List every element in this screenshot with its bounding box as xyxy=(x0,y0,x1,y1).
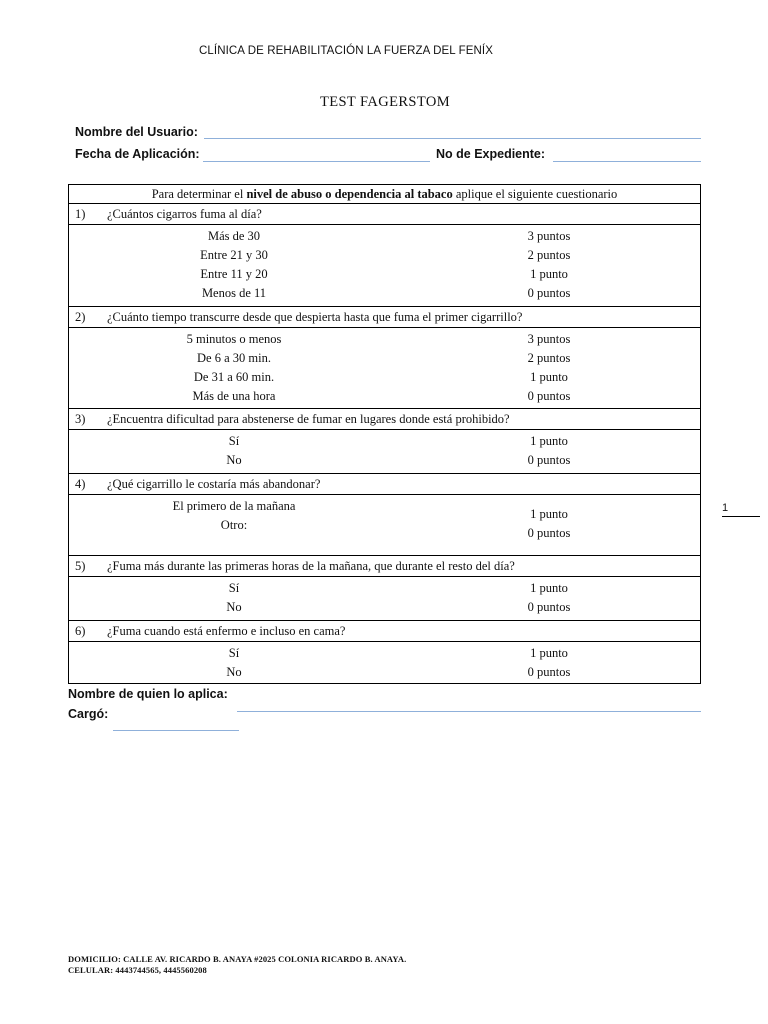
answer-points: 3 puntos xyxy=(527,332,571,346)
answer-option: Más de una hora xyxy=(192,389,276,403)
question-row xyxy=(69,307,701,328)
answer-points: 0 puntos xyxy=(527,286,571,300)
answer-option: Sí xyxy=(228,646,240,660)
question-text: ¿Encuentra dificultad para abstenerse de fumar en lugares donde está prohibido? xyxy=(107,412,510,426)
answer-option: Menos de 11 xyxy=(201,286,267,300)
question-number: 3) xyxy=(75,412,86,426)
table-intro xyxy=(69,185,701,204)
page-number: 1 xyxy=(722,502,729,514)
answer-points: 1 punto xyxy=(530,581,568,595)
question-text: ¿Fuma más durante las primeras horas de la mañana, que durante el resto del día? xyxy=(107,559,515,573)
questionnaire-table xyxy=(68,184,701,684)
question-row xyxy=(69,409,701,430)
question-number: 4) xyxy=(75,477,86,491)
intro-text-end: aplique el siguiente cuestionario xyxy=(452,187,618,201)
answer-points: 0 puntos xyxy=(527,453,571,467)
question-text: ¿Fuma cuando está enfermo e incluso en cama? xyxy=(107,624,346,638)
user-name-field[interactable] xyxy=(204,138,701,139)
answer-option: El primero de la mañana xyxy=(172,499,296,513)
answer-option: No xyxy=(226,665,242,679)
answer-row xyxy=(69,430,701,474)
answer-points: 2 puntos xyxy=(527,351,571,365)
question-text: ¿Cuánto tiempo transcurre desde que despierta hasta que fuma el primer cigarrillo? xyxy=(107,310,523,324)
answer-option: Sí xyxy=(228,581,240,595)
answer-points: 3 puntos xyxy=(527,229,571,243)
user-name-label: Nombre del Usuario: xyxy=(75,125,198,139)
question-text: ¿Qué cigarrillo le costaría más abandonar? xyxy=(107,477,321,491)
answer-points: 0 puntos xyxy=(527,600,571,614)
answer-row xyxy=(69,328,701,409)
answer-row xyxy=(69,225,701,307)
answer-option: Más de 30 xyxy=(207,229,261,243)
answer-points: 2 puntos xyxy=(527,248,571,262)
footer-address: DOMICILIO: CALLE AV. RICARDO B. ANAYA #2025 COLONIA RICARDO B. ANAYA. xyxy=(68,954,407,964)
intro-text-start: Para determinar el xyxy=(151,187,247,201)
question-row xyxy=(69,556,701,577)
answer-row xyxy=(69,577,701,621)
answer-option: Entre 11 y 20 xyxy=(200,267,268,281)
answer-points: 0 puntos xyxy=(527,389,571,403)
record-number-field[interactable] xyxy=(553,161,701,162)
question-number: 6) xyxy=(75,624,86,638)
question-row xyxy=(69,204,701,225)
page-number-rule xyxy=(722,516,760,517)
answer-points: 0 puntos xyxy=(527,665,571,679)
answer-points: 1 punto xyxy=(530,434,568,448)
question-row xyxy=(69,621,701,642)
answer-option: Sí xyxy=(228,434,240,448)
question-number: 5) xyxy=(75,559,86,573)
answer-option: Entre 21 y 30 xyxy=(200,248,268,262)
answer-option: 5 minutos o menos xyxy=(186,332,282,346)
answer-points: 1 punto xyxy=(530,646,568,660)
question-number: 2) xyxy=(75,310,86,324)
question-row xyxy=(69,474,701,495)
document-title: TEST FAGERSTOM xyxy=(319,94,451,110)
answer-option: Otro: xyxy=(220,518,248,532)
position-field[interactable] xyxy=(113,730,239,731)
position-label: Cargó: xyxy=(68,707,109,721)
answer-points: 1 punto xyxy=(530,507,568,521)
answer-option: De 6 a 30 min. xyxy=(197,351,271,365)
answer-points: 1 punto xyxy=(530,370,568,384)
clinic-name: CLÍNICA DE REHABILITACIÓN LA FUERZA DEL FENÍX xyxy=(199,45,493,57)
date-field[interactable] xyxy=(203,161,430,162)
answer-row xyxy=(69,495,701,556)
answer-points: 1 punto xyxy=(530,267,568,281)
date-label: Fecha de Aplicación: xyxy=(75,147,200,161)
applier-name-label: Nombre de quien lo aplica: xyxy=(68,687,228,701)
answer-points: 0 puntos xyxy=(527,526,571,540)
footer-phone: CELULAR: 4443744565, 4445560208 xyxy=(68,965,207,975)
answer-option: No xyxy=(226,453,242,467)
applier-name-field[interactable] xyxy=(237,711,701,712)
record-number-label: No de Expediente: xyxy=(436,147,546,161)
answer-option: De 31 a 60 min. xyxy=(193,370,275,384)
question-number: 1) xyxy=(75,207,86,221)
answer-option: No xyxy=(226,600,242,614)
intro-text-bold: nivel de abuso o dependencia al tabaco xyxy=(246,187,453,201)
answer-row xyxy=(69,642,701,684)
question-text: ¿Cuántos cigarros fuma al día? xyxy=(107,207,262,221)
